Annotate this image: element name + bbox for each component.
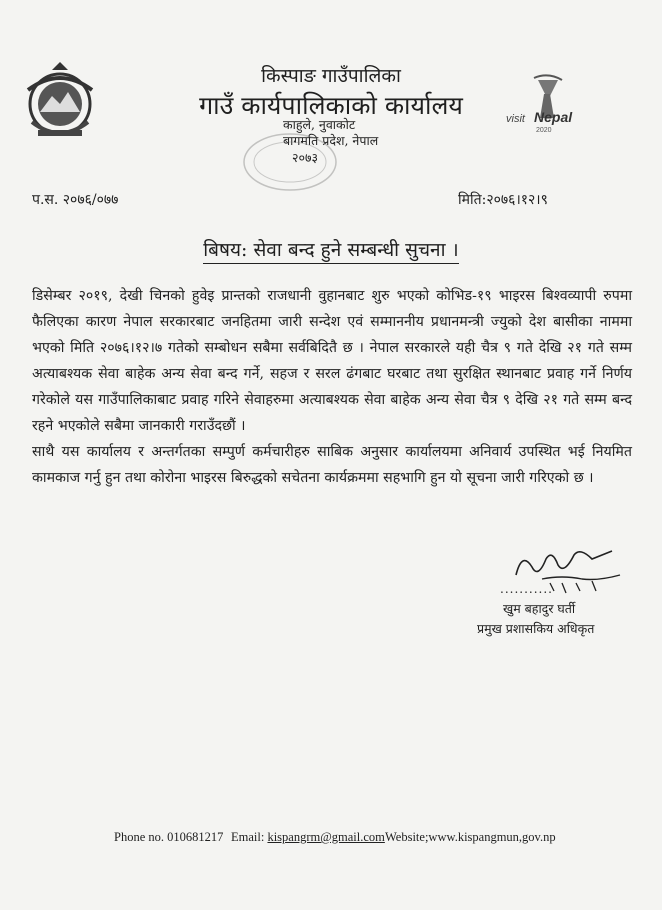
address-line-2: बागमति प्रदेश, नेपाल	[283, 133, 379, 148]
signature-dots: ...........	[500, 582, 553, 596]
notice-date: मिति:२०७६।१२।९	[458, 192, 548, 208]
email-link[interactable]: kispangrm@gmail.com	[267, 830, 385, 844]
footer-phone: Phone no. 010681217	[114, 830, 224, 844]
footer-website: Website;www.kispangmun,gov.np	[385, 830, 556, 844]
signatory-title: प्रमुख प्रशासकिय अधिकृत	[477, 621, 595, 636]
svg-text:Nepal: Nepal	[534, 109, 573, 125]
footer-email	[231, 830, 385, 845]
body-paragraph-1: डिसेम्बर २०१९, देखी चिनको हुवेइ प्रान्तको राजधानी वुहानबाट शुरु भएको कोभिड-१९ भाइरस बिश्वव्यापी रुपमा फैलिएका कारण नेपाल सरकारबाट जनहितमा जारी सन्देश एवं सम्माननीय प्रधानमन्त्री ज्युको देश बासीका नाममा भएको मिति २०७६।१२।७ गतेको सम्बोधन सबैमा सर्वबिदितै छ । नेपाल सरकारले यही चैत्र ९ गते देखि २१ गते सम्म अत्याबश्यक सेवा बाहेक अन्य सेवा बन्द गर्ने, सहज र सरल ढंगबाट घरबाट तथा सुरक्षित स्थानबाट प्रवाह गर्ने निर्णय गरेकोले यस गाउँपालिकाबाट प्रवाह गरिने सेवाहरुमा अत्याबश्यक सेवा बाहेक अन्य सेवा चैत्र ९ देखि २१ गते सम्म बन्द रहने भएकोले सबैमा जानकारी गराउँदछौं ।	[32, 288, 632, 434]
notice-body	[32, 283, 632, 491]
address-line-3: २०७३	[292, 150, 319, 165]
office-stamp-icon	[240, 130, 340, 195]
municipality-name: किस्पाङ गाउँपालिका	[261, 65, 401, 87]
svg-text:visit: visit	[506, 113, 525, 125]
address-line-1: काहुले, नुवाकोट	[283, 117, 356, 132]
svg-text:2020: 2020	[536, 127, 552, 134]
body-paragraph-2: साथै यस कार्यालय र अन्तर्गतका सम्पुर्ण कर्मचारीहरु साबिक अनुसार कार्यालयमा अनिवार्य उपस्थित भई नियमित कामकाज गर्नु हुन तथा कोरोना भाइरस बिरुद्धको सचेतना कार्यक्रममा सहभागि हुन यो सूचना जारी गरिएको छ ।	[32, 444, 632, 486]
reference-number: प.स. २०७६/०७७	[32, 192, 119, 208]
signatory-name: खुम बहादुर घर्ती	[503, 601, 576, 616]
signature-icon	[502, 545, 622, 605]
office-name: गाउँ कार्यपालिकाको कार्यालय	[199, 91, 463, 120]
email-label: Email:	[231, 830, 265, 844]
subject-text: बिषय: सेवा बन्द हुने सम्बन्धी सुचना ।	[203, 239, 459, 264]
subject-line	[0, 236, 662, 262]
